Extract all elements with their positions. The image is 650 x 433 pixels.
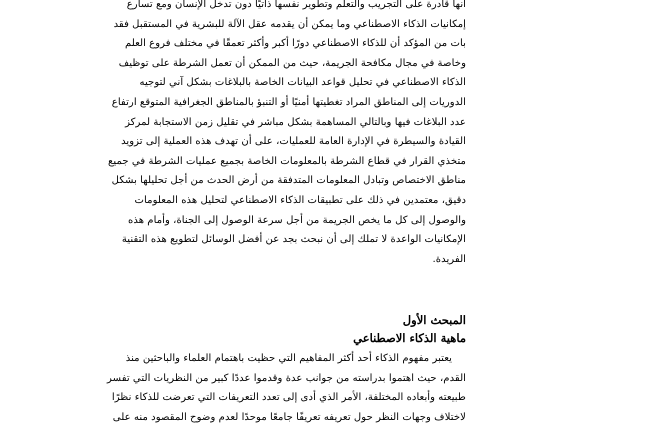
- paragraph-line: دقيق، معتمدين في ذلك على تطبيقات الذكاء الاصطناعي لتحليل هذه المعلومات: [134, 194, 466, 206]
- paragraph-line: عدد البلاغات فيها وبالتالي المساهمة بشكل مباشر في تقليل زمن الاستجابة لمركز: [125, 116, 466, 128]
- paragraph-line: الإمكانيات الواعدة لا تملك إلى أن نبحث بجد عن أفضل الوسائل لتطويع هذه التقنية: [121, 234, 466, 246]
- paragraph-line: بات من المؤكد أن للذكاء الاصطناعي دورًا أكبر وأكثر تعمقًا في مختلف فروع العلم: [124, 38, 466, 50]
- paragraph-line: القدم، حيث اهتموا بدراسته من جوانب عدة وقدموا عددًا كبير من النظريات التي تفسر: [107, 372, 466, 384]
- paragraph-line: طبيعته وأبعاده المختلفة، الأمر الذي أدى إلى تعدد التعريفات التي تعرضت للذكاء نظرًا: [111, 392, 466, 404]
- paragraph-line: أنها قادرة على التجريب والتعلم وتطوير نفسها ذاتيًا دون تدخل الإنسان ومع تسارع: [126, 0, 466, 10]
- paragraph-line: الدوريات إلى المناطق المراد تغطيتها أمنيًا أو التنبؤ بالمناطق الجغرافية المتوقع ارتفاع: [111, 96, 466, 108]
- paragraph-line: الفريدة.: [432, 253, 466, 265]
- paragraph-line: الذكاء الاصطناعي في تحليل قواعد البيانات الخاصة بالبلاغات بشكل آني لتوجيه: [139, 77, 466, 89]
- intro-paragraph: [107, 0, 466, 269]
- paragraph-line: القيادة والسيطرة في الإدارة العامة للعمليات، على أن تهدف هذه العملية إلى تزويد: [121, 136, 466, 148]
- paragraph-line: يعتبر مفهوم الذكاء أحد أكثر المفاهيم التي حظيت باهتمام العلماء والباحثين منذ: [125, 353, 452, 364]
- paragraph-line: إمكانيات الذكاء الاصطناعي وما يمكن أن يقدمه عقل الآلة للبشرية في المستقبل فقد: [113, 18, 466, 30]
- paragraph-line: وخاصة في مجال مكافحة الجريمة، حيث من الممكن أن تعمل الشرطة على توظيف: [118, 57, 466, 69]
- paragraph-line: والوصول إلى كل ما يخص الجريمة من أجل سرعة الوصول إلى الجناة، وأمام هذه: [128, 214, 466, 226]
- section-title: ماهية الذكاء الاصطناعي: [353, 331, 466, 345]
- paragraph-line: مناطق الاختصاص وتبادل المعلومات المتدفقة من أرض الحدث من أجل تحليلها بشكل: [111, 175, 466, 187]
- section-heading: المبحث الأول: [402, 313, 466, 327]
- paragraph-line: لاختلاف وجهات النظر حول تعريفه تعريفًا جامعًا موحدًا لعدم وضوح المقصود منه على: [112, 411, 466, 423]
- document-page: [107, 0, 466, 433]
- definition-paragraph: [107, 349, 466, 427]
- paragraph-line: متخذي القرار في قطاع الشرطة بالمعلومات الخاصة بجميع عمليات الشرطة في جميع: [107, 155, 466, 167]
